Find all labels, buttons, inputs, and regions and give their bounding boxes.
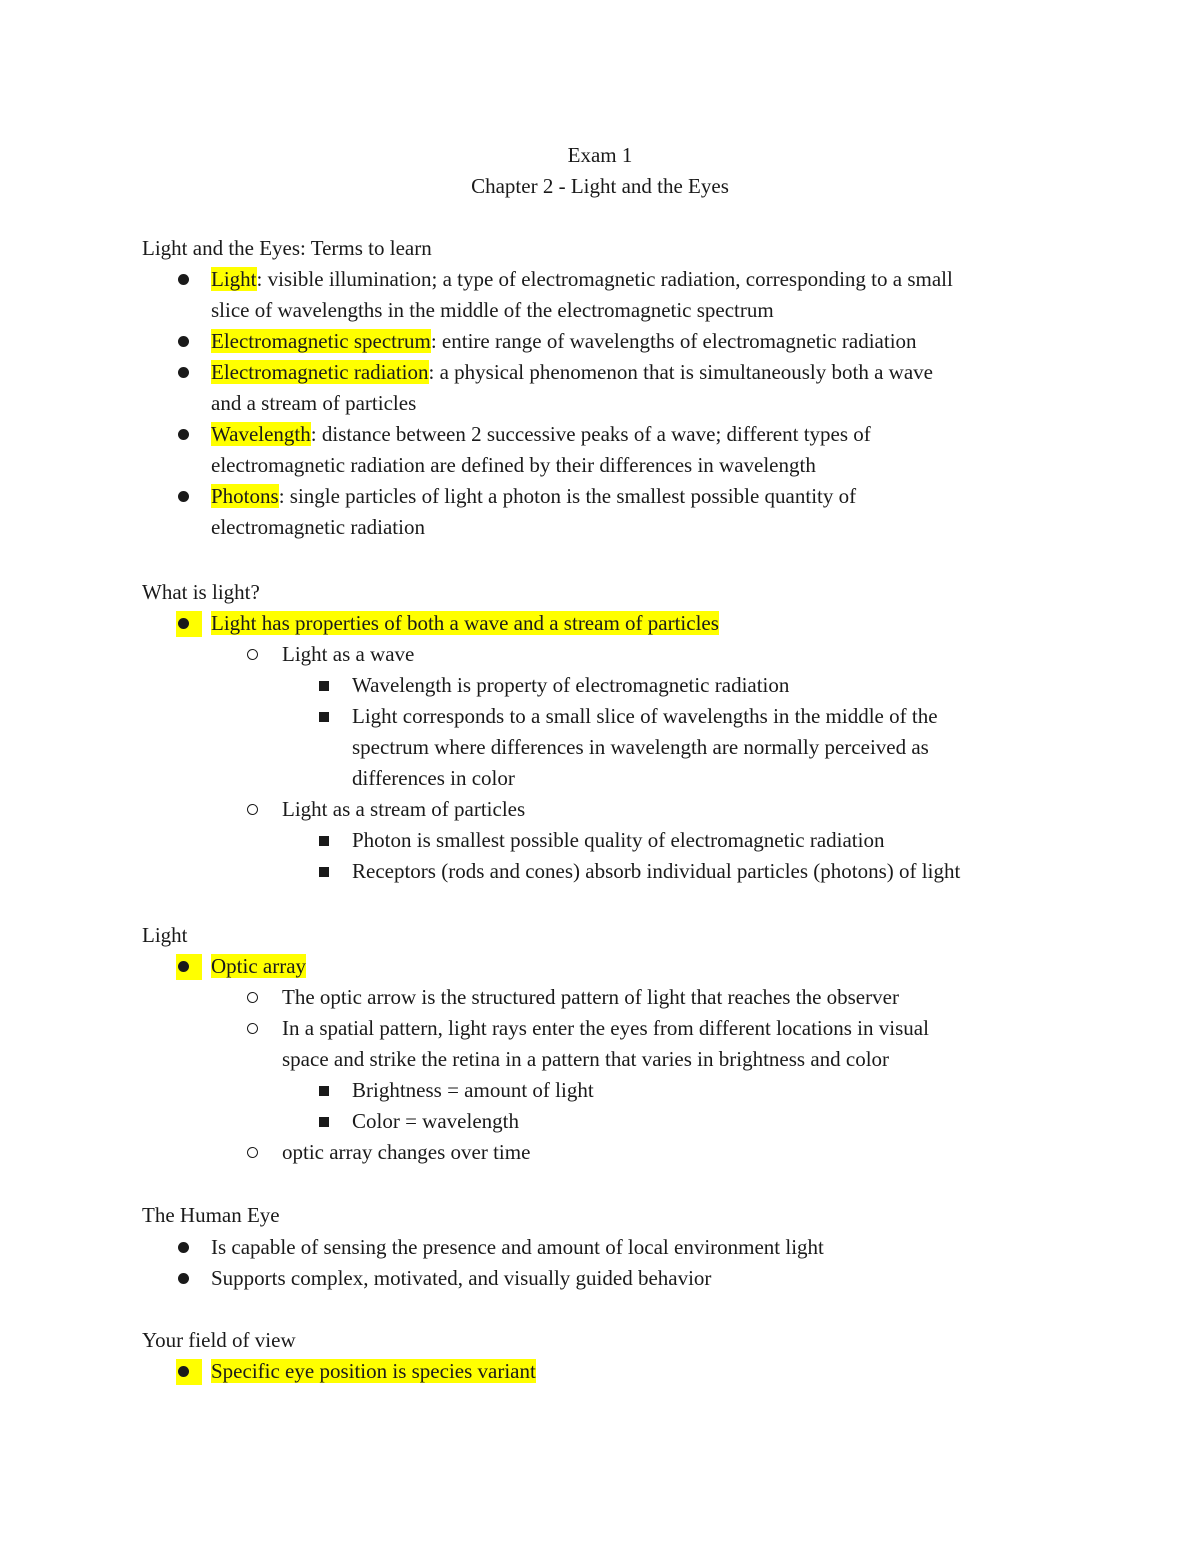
circle-bullet-icon (243, 639, 267, 660)
term-definition: : distance between 2 successive peaks of a wave; different types of (310, 422, 871, 446)
detail-point: Color = wavelength (352, 1109, 519, 1133)
human-eye-list (0, 1232, 1200, 1294)
circle-bullet-icon (243, 1013, 267, 1034)
bullet-icon (174, 326, 198, 347)
square-bullet-icon (314, 825, 338, 846)
term-definition: : single particles of light a photon is the smallest possible quantity of (278, 484, 857, 508)
sub-point: In a spatial pattern, light rays enter the eyes from different locations in visual (282, 1016, 929, 1040)
term-highlight: Light (211, 267, 257, 291)
section-heading-human-eye: The Human Eye (142, 1203, 280, 1227)
sub-point: The optic arrow is the structured pattern of light that reaches the observer (282, 985, 899, 1009)
list-item-continuation (0, 295, 1200, 326)
main-point: Specific eye position is species variant (211, 1359, 536, 1383)
term-definition: : a physical phenomenon that is simultaneously both a wave (428, 360, 933, 384)
sub-sub-list-item (0, 856, 1200, 887)
square-bullet-icon (314, 701, 338, 722)
detail-point: Light corresponds to a small slice of wavelengths in the middle of the (352, 704, 938, 728)
sub-sub-list-item (0, 670, 1200, 701)
sub-point: Light as a stream of particles (282, 797, 526, 821)
sub-sub-list-item (0, 1106, 1200, 1137)
bullet-icon (174, 1263, 198, 1284)
term-definition-cont: slice of wavelengths in the middle of the electromagnetic spectrum (211, 298, 774, 322)
document-subtitle: Chapter 2 - Light and the Eyes (471, 174, 729, 198)
square-bullet-icon (314, 856, 338, 877)
detail-point: Receptors (rods and cones) absorb individual particles (photons) of light (352, 859, 961, 883)
point-text: Supports complex, motivated, and visually guided behavior (211, 1266, 712, 1290)
circle-bullet-icon (243, 982, 267, 1003)
sub-point: Light as a wave (282, 642, 415, 666)
bullet-icon (174, 481, 198, 502)
bullet-icon (174, 357, 198, 378)
sub-sub-list-item (0, 825, 1200, 856)
section-heading-terms: Light and the Eyes: Terms to learn (142, 236, 432, 260)
light-list (0, 951, 1200, 1168)
section-heading-light: Light (142, 923, 188, 947)
list-item (0, 326, 1200, 357)
section-heading-what-is-light: What is light? (142, 580, 260, 604)
field-of-view-list (0, 1356, 1200, 1387)
bullet-icon (174, 264, 198, 285)
list-item-continuation (0, 512, 1200, 543)
sub-point: optic array changes over time (282, 1140, 531, 1164)
sub-list-item (0, 982, 1200, 1013)
bullet-icon (174, 608, 198, 629)
section-heading-field-of-view: Your field of view (142, 1328, 296, 1352)
point-text: Is capable of sensing the presence and amount of local environment light (211, 1235, 824, 1259)
bullet-icon (174, 951, 198, 972)
bullet-icon (174, 1232, 198, 1253)
sub-point-cont: space and strike the retina in a pattern that varies in brightness and color (282, 1047, 890, 1071)
term-highlight: Wavelength (211, 422, 311, 446)
bullet-icon (174, 419, 198, 440)
detail-point: Brightness = amount of light (352, 1078, 594, 1102)
sub-sub-list-item (0, 701, 1200, 732)
square-bullet-icon (314, 1075, 338, 1096)
terms-list (0, 264, 1200, 543)
term-definition: : entire range of wavelengths of electromagnetic radiation (430, 329, 917, 353)
list-item-continuation (0, 1044, 1200, 1075)
list-item-continuation (0, 732, 1200, 763)
term-definition: : visible illumination; a type of electromagnetic radiation, corresponding to a small (256, 267, 953, 291)
bullet-icon (174, 1356, 198, 1377)
term-definition-cont: electromagnetic radiation are defined by their differences in wavelength (211, 453, 816, 477)
term-highlight: Electromagnetic radiation (211, 360, 429, 384)
list-item-highlighted (0, 608, 1200, 639)
list-item (0, 357, 1200, 388)
list-item (0, 264, 1200, 295)
sub-list-item (0, 1013, 1200, 1044)
circle-bullet-icon (243, 794, 267, 815)
sub-sub-list-item (0, 1075, 1200, 1106)
detail-point-cont: spectrum where differences in wavelength are normally perceived as (352, 735, 929, 759)
detail-point: Wavelength is property of electromagnetic radiation (352, 673, 790, 697)
detail-point: Photon is smallest possible quality of electromagnetic radiation (352, 828, 885, 852)
square-bullet-icon (314, 1106, 338, 1127)
list-item (0, 481, 1200, 512)
term-definition-cont: electromagnetic radiation (211, 515, 425, 539)
main-point: Optic array (211, 954, 307, 978)
list-item-continuation (0, 450, 1200, 481)
list-item (0, 419, 1200, 450)
term-definition-cont: and a stream of particles (211, 391, 417, 415)
term-highlight: Electromagnetic spectrum (211, 329, 431, 353)
list-item-continuation (0, 388, 1200, 419)
main-point: Light has properties of both a wave and a stream of particles (211, 611, 719, 635)
square-bullet-icon (314, 670, 338, 691)
what-is-light-list (0, 608, 1200, 887)
term-highlight: Photons (211, 484, 279, 508)
circle-bullet-icon (243, 1137, 267, 1158)
list-item (0, 1263, 1200, 1294)
list-item-highlighted (0, 951, 1200, 982)
list-item-continuation (0, 763, 1200, 794)
detail-point-cont: differences in color (352, 766, 515, 790)
list-item (0, 1232, 1200, 1263)
list-item-highlighted (0, 1356, 1200, 1387)
sub-list-item (0, 639, 1200, 670)
sub-list-item (0, 794, 1200, 825)
sub-list-item (0, 1137, 1200, 1168)
document-title: Exam 1 (567, 143, 633, 167)
